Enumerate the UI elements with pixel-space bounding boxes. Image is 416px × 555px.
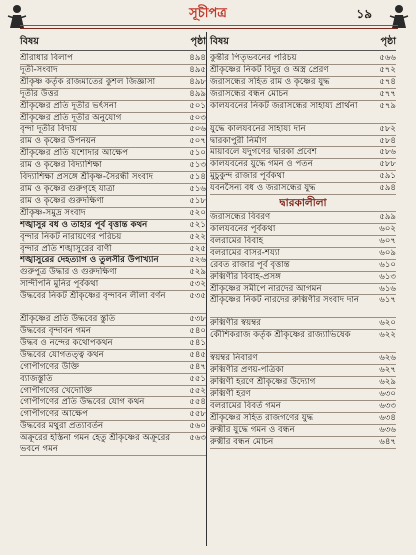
entry-title: বলরামের বাসর-শয্যা — [210, 247, 280, 258]
left-column — [20, 34, 206, 456]
entry-page: ৫২৯ — [189, 267, 206, 278]
entry-title: দূতী-সংবাদ — [20, 64, 58, 75]
entry-title: শঙ্খাসুরের দেহত্যাগ ও তুলসীর উপাখ্যান — [20, 255, 159, 266]
toc-entry — [20, 184, 206, 196]
entry-page: ৫১৩ — [189, 160, 206, 171]
entry-title: শ্রীকৃষ্ণের প্রতি দূতীর অনুযোগ — [20, 112, 122, 123]
entry-title: কালযবনের পূর্বকথা — [210, 223, 276, 234]
entry-title: রাম ও কৃষ্ণের বিদ্যাশিক্ষা — [20, 160, 102, 171]
entry-title: কুন্তীর পিতৃভবনের পরিচয় — [210, 53, 297, 63]
entry-title: স্বয়ম্বর নিবারণ — [210, 353, 258, 364]
entry-title: বৃন্দার নিকট নারায়ণের পরিচয় — [20, 231, 122, 242]
entry-title: রুক্মিণীর প্রণয়-পত্রিকা — [210, 365, 284, 376]
toc-entry — [20, 350, 206, 362]
toc-entry — [210, 248, 396, 260]
subject-heading: বিষয় — [210, 36, 229, 47]
toc-entry — [210, 295, 396, 318]
entry-title: কালযবনের যুদ্ধে গমন ও পতন — [210, 159, 313, 170]
entry-title: গোপীগণের উক্তি — [20, 361, 80, 372]
toc-entry — [20, 196, 206, 208]
entry-page: ৫১৮ — [189, 195, 206, 206]
toc-entry — [210, 124, 396, 136]
toc-entry — [210, 89, 396, 101]
entry-page: ৫২১ — [189, 219, 206, 230]
entry-title: জরাসন্ধের সহিত রাম ও কৃষ্ণের যুদ্ধ — [210, 76, 330, 87]
entry-page: ৫০৬ — [189, 124, 206, 135]
toc-entry — [20, 433, 206, 456]
entry-title: বৃন্দা দূতীর বিদায় — [20, 124, 78, 135]
entry-title: রাম ও কৃষ্ণের উপনয়ন — [20, 136, 97, 147]
entry-page: ৫৮২ — [379, 123, 396, 134]
entry-title: রুক্মিণী হরণে শ্রীকৃষ্ণের উদ্যোগ — [210, 377, 316, 388]
entry-page: ৫১৬ — [189, 183, 206, 194]
toc-entry — [20, 314, 206, 326]
toc-entry — [210, 183, 396, 195]
toc-entry — [20, 386, 206, 398]
entry-title: জরাসন্ধের বিবরণ — [210, 212, 271, 223]
toc-entry — [210, 77, 396, 89]
entry-page: ৫৮৮ — [379, 159, 396, 170]
toc-entry — [210, 159, 396, 171]
header-rule — [20, 25, 398, 26]
toc-entry — [20, 124, 206, 136]
entry-page: ৫৭৯ — [379, 100, 396, 111]
page-number: ১৯ — [356, 7, 372, 21]
toc-entry — [210, 284, 396, 296]
toc-entry — [210, 236, 396, 248]
toc-entry — [20, 279, 206, 291]
entry-title: শ্রীকৃষ্ণের প্রতি যশোদার আক্ষেপ — [20, 148, 129, 159]
toc-entry — [20, 409, 206, 421]
toc-entry — [20, 220, 206, 232]
entry-page: ৫২০ — [189, 207, 206, 218]
section-title: দ্বারকালীলা — [210, 195, 396, 212]
toc-entry — [210, 330, 396, 353]
toc-entry — [20, 113, 206, 125]
entry-page: ৫৪৫ — [189, 349, 206, 360]
entry-page: ৬৪৭ — [379, 436, 396, 447]
toc-entry — [20, 244, 206, 256]
page-header — [0, 0, 416, 34]
toc-entry — [20, 65, 206, 77]
page-title: সূচীপত্র — [189, 6, 227, 21]
entry-title: জরাসন্ধের বন্ধন মোচন — [210, 88, 289, 99]
entry-title: উদ্ধব ও নন্দের কথোপকথন — [20, 337, 113, 348]
entry-title: শ্রীকৃষ্ণের প্রতি দূতীর ভর্ৎসনা — [20, 100, 117, 111]
toc-entry — [20, 362, 206, 374]
column-heading — [20, 34, 206, 51]
toc-entry — [210, 260, 396, 272]
entry-page: ৫৩২ — [189, 279, 206, 290]
entry-title: রাম ও কৃষ্ণের গুরুদক্ষিণা — [20, 195, 105, 206]
toc-entry — [210, 425, 396, 437]
entry-title: দূতীর উত্তর — [20, 88, 59, 99]
entry-title: শ্রীরাধার বিলাপ — [20, 53, 73, 63]
entry-title: শঙ্খাসুর বধ ও তাহার পূর্ব বৃত্তান্ত কথন — [20, 219, 148, 230]
entry-page: ৬১০ — [379, 259, 396, 270]
toc-entry — [210, 272, 396, 284]
entry-page: ৫৮৬ — [379, 147, 396, 158]
entry-page: ৫৫২ — [189, 385, 206, 396]
toc-entry — [20, 160, 206, 172]
entry-title: বলরামের বিবাহ — [210, 235, 264, 246]
subject-heading: বিষয় — [20, 36, 39, 47]
entry-page: ৫৭৪ — [379, 76, 396, 87]
toc-entry — [20, 374, 206, 386]
entry-page: ৪৯৪ — [189, 53, 206, 63]
entry-title: শ্রীকৃষ্ণ কর্তৃক রাজমাতের কুশল জিজ্ঞাসা — [20, 76, 156, 87]
toc-entry — [210, 365, 396, 377]
entry-title: রুক্মিণীর বিবাহ-প্রসঙ্গ — [210, 271, 281, 282]
entry-title: উদ্ধবের বৃন্দাবন গমন — [20, 326, 92, 337]
entry-title: অক্রূরের হস্তিনা গমন হেতু শ্রীকৃষ্ণের অক্রূরের ভবনে গমন — [20, 433, 171, 455]
entry-page: ৫৫৮ — [189, 409, 206, 420]
toc-entry — [20, 421, 206, 433]
entry-page: ৫৪৭ — [189, 361, 206, 372]
entry-page: ৫০৭ — [189, 136, 206, 147]
entry-title: উদ্ধবের নিকট শ্রীকৃষ্ণের বৃন্দাবন লীলা বর্ণন — [20, 291, 166, 302]
toc-entry — [20, 397, 206, 409]
entry-title: শ্রীকৃষ্ণের সমীপে নারদের আগমন — [210, 283, 322, 294]
toc-entry — [20, 148, 206, 160]
entry-page: ৫৫১ — [189, 373, 206, 384]
toc-entry — [20, 101, 206, 113]
page-heading: পৃষ্ঠা — [190, 36, 206, 47]
entry-title: রুক্মীর যুদ্ধে গমন ও বন্ধন — [210, 424, 295, 435]
toc-entry — [210, 53, 396, 65]
entry-title: সান্দীপনি মুনির পূর্বকথা — [20, 279, 99, 290]
entry-page: ৬২২ — [379, 330, 396, 341]
entry-page: ৫৭৭ — [379, 88, 396, 99]
column-divider — [206, 32, 207, 546]
toc-entry — [20, 89, 206, 101]
entry-page: ৬১৬ — [379, 283, 396, 294]
right-entries — [210, 212, 396, 449]
entry-title: দ্বারকাপুরী নির্মাণ — [210, 135, 267, 146]
toc-entry — [20, 326, 206, 338]
entry-page: ৫৯৪ — [379, 183, 396, 194]
toc-entry — [210, 101, 396, 124]
toc-entry — [210, 147, 396, 159]
entry-title: গোপীগণের আক্ষেপ — [20, 409, 88, 420]
toc-entry — [210, 401, 396, 413]
entry-title: উদ্ধবের মথুরা প্রত্যাবর্তন — [20, 421, 104, 432]
entry-page: ৫৬০ — [189, 421, 206, 432]
toc-entry — [210, 437, 396, 449]
toc-entry — [20, 338, 206, 350]
entry-title: কৌশিকরাজ কর্তৃক শ্রীকৃষ্ণের রাজ্যাভিষেক — [210, 330, 351, 341]
toc-entry — [210, 224, 396, 236]
toc-entry — [210, 171, 396, 183]
right-column — [210, 34, 396, 449]
header-rule — [20, 28, 398, 29]
entry-page: ৫৩৮ — [189, 314, 206, 325]
toc-entry — [20, 136, 206, 148]
toc-entry — [210, 318, 396, 330]
column-heading — [210, 34, 396, 51]
entry-title: কালযবনের নিকট জরাসন্ধের সাহায্য প্রার্থনা — [210, 100, 358, 111]
entry-title: রাম ও কৃষ্ণের গুরুগৃহে যাত্রা — [20, 183, 115, 194]
toc-entry — [20, 255, 206, 267]
entry-page: ৬২৯ — [379, 377, 396, 388]
entry-page: ৬৩৪ — [379, 412, 396, 423]
entry-page: ৪৯৯ — [189, 88, 206, 99]
entry-page: ৬৩৬ — [379, 424, 396, 435]
entry-title: গুরুপুত্র উদ্ধার ও গুরুদক্ষিণা — [20, 267, 117, 278]
entry-page: ৬৩০ — [379, 389, 396, 400]
entry-title: শ্রীকৃষ্ণের নিকট নারদের রুক্মিণীর সংবাদ দান — [210, 295, 360, 306]
entry-title: যুদ্ধে কালযবনের সাহায্য দান — [210, 123, 306, 134]
entry-page: ৫৪০ — [189, 326, 206, 337]
entry-title: বিদ্যাশিক্ষা প্রসঙ্গে শ্রীকৃষ্ণ-সৈরন্ধী সংবাদ — [20, 172, 154, 183]
toc-entry — [20, 53, 206, 65]
entry-title: উদ্ধবের যোগতত্ত্ব কথন — [20, 349, 104, 360]
entry-title: বৃন্দার প্রতি শঙ্খাসুরের বাণী — [20, 243, 112, 254]
toc-entry — [210, 389, 396, 401]
entry-page: ৫৯১ — [379, 171, 396, 182]
entry-page: ৫৩৫ — [189, 291, 206, 302]
entry-title: রেবত রাজার পূর্ব বৃত্তান্ত — [210, 259, 290, 270]
entry-page: ৫৬৩ — [189, 433, 206, 444]
toc-entry — [20, 291, 206, 314]
entry-title: রুক্মিণীর স্বয়ম্বর — [210, 318, 261, 329]
entry-page: ৬০৭ — [379, 235, 396, 246]
entry-page: ৬২৭ — [379, 365, 396, 376]
entry-title: ব্যাজস্তুতি — [20, 373, 53, 384]
entry-page: ৫২৬ — [189, 255, 206, 266]
entry-page: ৫২৫ — [189, 243, 206, 254]
entry-page: ৬২৬ — [379, 353, 396, 364]
entry-title: রুক্মীর বন্ধন মোচন — [210, 436, 274, 447]
entry-page: ৬০২ — [379, 223, 396, 234]
entry-title: শ্রীকৃষ্ণের প্রতি উদ্ধবের স্তুতি — [20, 314, 116, 325]
toc-entry — [20, 77, 206, 89]
entry-page: ৬২০ — [379, 318, 396, 329]
entry-page: ৫৪১ — [189, 337, 206, 348]
entry-page: ৪৯৮ — [189, 76, 206, 87]
toc-entry — [20, 208, 206, 220]
entry-page: ৬১৭ — [379, 295, 396, 306]
entry-title: গোপীগণের খেদোক্তি — [20, 385, 93, 396]
entry-title: বলরামের বিবর্ত গমন — [210, 400, 281, 411]
entry-title: গোপীগণের প্রতি উদ্ধবের যোগ কথন — [20, 397, 145, 408]
entry-title: রুক্মিণী হরণ — [210, 389, 251, 400]
right-entries — [210, 53, 396, 195]
toc-entry — [210, 136, 396, 148]
toc-entry — [210, 353, 396, 365]
entry-page: ৫১০ — [189, 148, 206, 159]
toc-entry — [20, 267, 206, 279]
entry-title: মুচুকুন্দ রাজার পূর্বকথা — [210, 171, 285, 182]
entry-title: শ্রীকৃষ্ণের সহিত রাজগণের যুদ্ধ — [210, 412, 314, 423]
page-heading: পৃষ্ঠা — [380, 36, 396, 47]
entry-page: ৫৮৪ — [379, 135, 396, 146]
toc-entry — [210, 377, 396, 389]
entry-title: যবনসৈন্য বধ ও জরাসন্ধের যুদ্ধ — [210, 183, 316, 194]
entry-page: ৫২২ — [189, 231, 206, 242]
entry-page: ৫১৪ — [189, 172, 206, 183]
toc-entry — [20, 232, 206, 244]
toc-entry — [210, 65, 396, 77]
entry-title: শ্রীকৃষ্ণের নিকট বিদুর ও অস্ত্র প্রেরণ — [210, 64, 329, 75]
entry-page: ৫০১ — [189, 100, 206, 111]
entry-page: ৬৩৩ — [379, 400, 396, 411]
entry-page: ৫৯৯ — [379, 212, 396, 223]
entry-title: মায়াবলে যদুগণের দ্বারকা প্রবেশ — [210, 147, 317, 158]
entry-page: ৬১৩ — [379, 271, 396, 282]
entry-page: ৫৭২ — [379, 64, 396, 75]
toc-entry — [210, 212, 396, 224]
toc-entry — [210, 413, 396, 425]
entry-page: ৫০৩ — [189, 112, 206, 123]
entry-title: শ্রীকৃষ্ণ-সমুদ্র সংবাদ — [20, 207, 86, 218]
entry-page: ৪৯৫ — [189, 64, 206, 75]
left-entries — [20, 53, 206, 456]
entry-page: ৫৬৬ — [379, 53, 396, 63]
toc-entry — [20, 172, 206, 184]
entry-page: ৫৫৪ — [189, 397, 206, 408]
entry-page: ৬০৯ — [379, 247, 396, 258]
